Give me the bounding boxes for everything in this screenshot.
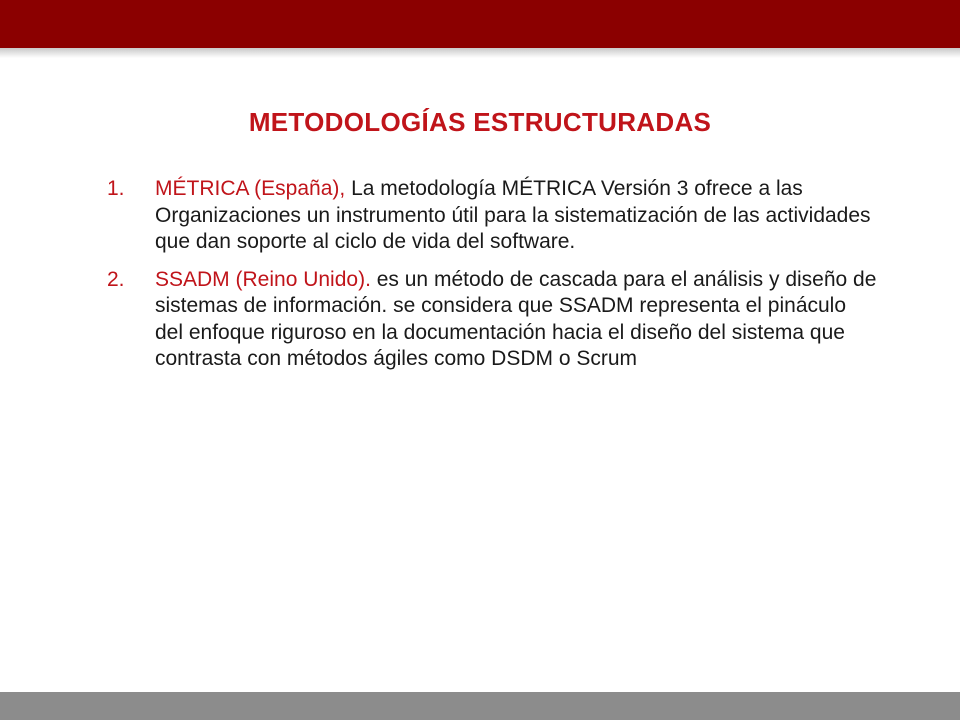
top-banner-shadow bbox=[0, 48, 960, 58]
list-item-text: es un método de cascada para el análisis y diseño de sistemas de información. se considera que SSADM representa el pináculo del enfoque riguroso en la documentación hacia el diseño del sistema que contrasta con métodos ágiles como DSDM o Scrum bbox=[155, 267, 877, 370]
list-item-text: La metodología MÉTRICA Versión 3 ofrece a las Organizaciones un instrumento útil para la sistematización de las actividades que dan soporte al ciclo de vida del software. bbox=[155, 177, 871, 253]
list-item-lead: MÉTRICA (España), bbox=[155, 177, 346, 200]
list-item-lead: SSADM (Reino Unido). bbox=[155, 267, 371, 291]
list-item-metrica bbox=[107, 176, 877, 256]
methodology-list bbox=[107, 176, 877, 384]
slide-title: METODOLOGÍAS ESTRUCTURADAS bbox=[248, 107, 712, 137]
list-item-number: 1. bbox=[107, 177, 125, 200]
top-banner bbox=[0, 0, 960, 48]
list-item-ssadm bbox=[107, 267, 877, 373]
bottom-banner bbox=[0, 692, 960, 720]
list-item-number: 2. bbox=[107, 267, 125, 291]
